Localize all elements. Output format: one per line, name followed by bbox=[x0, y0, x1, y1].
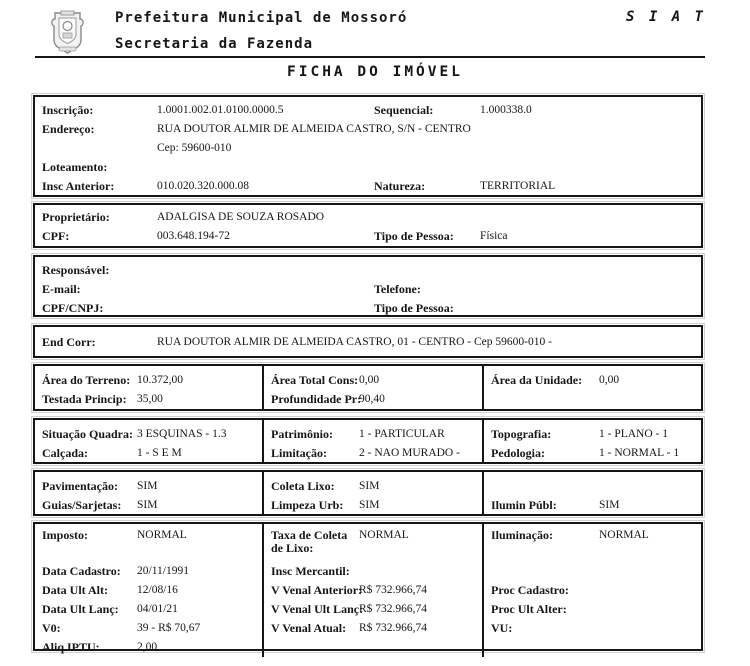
field-row bbox=[264, 562, 482, 581]
field-row bbox=[35, 444, 262, 463]
area-terreno-label: Área do Terreno: bbox=[42, 373, 131, 387]
responsavel-label: Responsável: bbox=[42, 263, 110, 277]
proc-cadastro-value bbox=[599, 581, 701, 600]
calcada-value: 1 - S E M bbox=[137, 447, 182, 459]
calcada-label: Calçada: bbox=[42, 446, 88, 460]
taxes-col-2 bbox=[262, 524, 482, 657]
v-venal-atual-value: R$ 732.966,74 bbox=[359, 622, 428, 634]
limpeza-value: SIM bbox=[359, 499, 380, 511]
field-row bbox=[35, 638, 262, 657]
field-row bbox=[35, 208, 701, 227]
vu-label: VU: bbox=[491, 621, 513, 635]
area-total-label: Área Total Cons: bbox=[271, 373, 359, 387]
field-row bbox=[35, 477, 262, 496]
field-row bbox=[35, 177, 701, 196]
situacao-value: 3 ESQUINAS - 1.3 bbox=[137, 428, 227, 440]
field-row bbox=[35, 227, 701, 246]
patrimonio-label: Patrimônio: bbox=[271, 427, 333, 441]
field-row bbox=[264, 425, 482, 444]
blank-row bbox=[484, 477, 701, 496]
limitacao-value: 2 - NAO MURADO - bbox=[359, 447, 460, 459]
v-venal-ult-lanc-label: V Venal Ult Lanç: bbox=[271, 602, 364, 616]
v0-value: 39 - R$ 70,67 bbox=[137, 622, 201, 634]
data-cadastro-value: 20/11/1991 bbox=[137, 565, 189, 577]
coleta-label: Coleta Lixo: bbox=[271, 479, 335, 493]
field-row bbox=[35, 529, 262, 556]
field-row bbox=[35, 101, 701, 120]
endereco-value: RUA DOUTOR ALMIR DE ALMEIDA CASTRO, S/N - CENTRO bbox=[157, 123, 471, 135]
patrimonio-value: 1 - PARTICULAR bbox=[359, 428, 445, 440]
characteristics-section bbox=[33, 418, 703, 464]
field-row bbox=[264, 600, 482, 619]
areas-col-2 bbox=[262, 366, 482, 409]
data-ult-lanc-value: 04/01/21 bbox=[137, 603, 178, 615]
field-row bbox=[35, 158, 701, 177]
field-row bbox=[264, 390, 482, 409]
insc-anterior-label: Insc Anterior: bbox=[42, 179, 115, 193]
field-row bbox=[35, 280, 701, 299]
profundidade-value: 90,40 bbox=[359, 393, 385, 405]
field-row bbox=[35, 619, 262, 638]
characteristics-col-2 bbox=[262, 420, 482, 463]
email-value bbox=[157, 280, 374, 299]
services-col-2 bbox=[262, 472, 482, 515]
email-label: E-mail: bbox=[42, 282, 81, 296]
coat-of-arms-icon bbox=[49, 9, 86, 54]
field-row bbox=[35, 333, 701, 352]
field-row bbox=[264, 371, 482, 390]
tipo-pessoa-resp-label: Tipo de Pessoa: bbox=[374, 301, 454, 315]
cpf-value: 003.648.194-72 bbox=[157, 230, 230, 242]
data-ult-alt-value: 12/08/16 bbox=[137, 584, 178, 596]
iluminacao-label: Iluminação: bbox=[491, 528, 554, 542]
field-row bbox=[484, 619, 701, 638]
pedologia-label: Pedologia: bbox=[491, 446, 545, 460]
v-venal-anterior-label: V Venal Anterior: bbox=[271, 583, 363, 597]
areas-col-1 bbox=[35, 366, 262, 409]
field-row bbox=[35, 581, 262, 600]
blank-row bbox=[484, 562, 701, 581]
field-row bbox=[264, 477, 482, 496]
characteristics-col-1 bbox=[35, 420, 262, 463]
ilumin-publ-value: SIM bbox=[599, 499, 620, 511]
topografia-label: Topografia: bbox=[491, 427, 552, 441]
field-row bbox=[264, 444, 482, 463]
sequencial-value: 1.000338.0 bbox=[480, 104, 532, 116]
header-divider bbox=[35, 56, 705, 58]
data-ult-lanc-label: Data Ult Lanç: bbox=[42, 602, 119, 616]
area-terreno-value: 10.372,00 bbox=[137, 374, 183, 386]
field-row bbox=[264, 529, 482, 556]
area-unidade-label: Área da Unidade: bbox=[491, 373, 583, 387]
correspondence-section bbox=[33, 325, 703, 358]
field-row bbox=[484, 600, 701, 619]
proprietario-value: ADALGISA DE SOUZA ROSADO bbox=[157, 211, 325, 223]
area-total-value: 0,00 bbox=[359, 374, 380, 386]
field-row bbox=[35, 496, 262, 515]
topografia-value: 1 - PLANO - 1 bbox=[599, 428, 668, 440]
v-venal-atual-label: V Venal Atual: bbox=[271, 621, 347, 635]
sequencial-label: Sequencial: bbox=[374, 103, 434, 117]
loteamento-value bbox=[157, 158, 701, 177]
guias-label: Guias/Sarjetas: bbox=[42, 498, 122, 512]
telefone-value bbox=[480, 280, 701, 299]
testada-label: Testada Princip: bbox=[42, 392, 127, 406]
cep-spacer bbox=[42, 139, 157, 158]
field-row bbox=[35, 371, 262, 390]
imposto-label: Imposto: bbox=[42, 528, 89, 542]
field-row bbox=[484, 581, 701, 600]
situacao-label: Situação Quadra: bbox=[42, 427, 134, 441]
characteristics-col-3 bbox=[482, 420, 701, 463]
ilumin-publ-label: Ilumin Públ: bbox=[491, 498, 557, 512]
owner-section bbox=[33, 203, 703, 248]
aliq-iptu-label: Aliq IPTU: bbox=[42, 640, 100, 654]
field-row bbox=[35, 562, 262, 581]
insc-anterior-value: 010.020.320.000.08 bbox=[157, 180, 249, 192]
proc-ult-alter-value bbox=[599, 600, 701, 619]
services-section bbox=[33, 470, 703, 516]
taxes-col-3 bbox=[482, 524, 701, 657]
insc-mercantil-value bbox=[359, 562, 482, 581]
identification-section bbox=[33, 95, 703, 197]
services-col-1 bbox=[35, 472, 262, 515]
tipo-pessoa-value: Física bbox=[480, 230, 508, 242]
testada-value: 35,00 bbox=[137, 393, 163, 405]
areas-col-3 bbox=[482, 366, 701, 409]
telefone-label: Telefone: bbox=[374, 282, 421, 296]
field-row bbox=[35, 120, 701, 139]
inscricao-label: Inscrição: bbox=[42, 103, 94, 117]
services-col-3 bbox=[482, 472, 701, 515]
proc-ult-alter-label: Proc Ult Alter: bbox=[491, 602, 567, 616]
org-department: Secretaria da Fazenda bbox=[115, 36, 314, 52]
v-venal-anterior-value: R$ 732.966,74 bbox=[359, 584, 428, 596]
field-row bbox=[484, 371, 701, 390]
limpeza-label: Limpeza Urb: bbox=[271, 498, 344, 512]
field-row bbox=[35, 425, 262, 444]
cpf-cnpj-value bbox=[157, 299, 374, 318]
field-row bbox=[35, 299, 701, 318]
iluminacao-value: NORMAL bbox=[599, 529, 649, 541]
v0-label: V0: bbox=[42, 621, 61, 635]
system-name: S I A T bbox=[625, 9, 706, 25]
inscricao-value: 1.0001.002.01.0100.0000.5 bbox=[157, 104, 284, 116]
taxa-coleta-label: Taxa de Coleta de Lixo: bbox=[271, 528, 348, 555]
vu-value bbox=[599, 619, 701, 638]
responsible-section bbox=[33, 255, 703, 317]
taxa-coleta-value: NORMAL bbox=[359, 529, 409, 541]
org-name: Prefeitura Municipal de Mossoró bbox=[115, 10, 408, 26]
data-cadastro-label: Data Cadastro: bbox=[42, 564, 121, 578]
area-unidade-value: 0,00 bbox=[599, 374, 620, 386]
loteamento-label: Loteamento: bbox=[42, 160, 108, 174]
field-row bbox=[35, 600, 262, 619]
pavimentacao-value: SIM bbox=[137, 480, 158, 492]
cep-value: Cep: 59600-010 bbox=[157, 142, 232, 154]
field-row bbox=[35, 139, 701, 158]
field-row bbox=[484, 496, 701, 515]
responsavel-value bbox=[157, 261, 701, 280]
natureza-value: TERRITORIAL bbox=[480, 180, 556, 192]
pavimentacao-label: Pavimentação: bbox=[42, 479, 118, 493]
aliq-iptu-value: 2,00 bbox=[137, 641, 158, 653]
pedologia-value: 1 - NORMAL - 1 bbox=[599, 447, 680, 459]
data-ult-alt-label: Data Ult Alt: bbox=[42, 583, 108, 597]
page-title: FICHA DO IMÓVEL bbox=[287, 64, 463, 80]
field-row bbox=[484, 529, 701, 556]
field-row bbox=[484, 425, 701, 444]
taxes-section bbox=[33, 522, 703, 654]
v-venal-ult-lanc-value: R$ 732.966,74 bbox=[359, 603, 428, 615]
imposto-value: NORMAL bbox=[137, 529, 187, 541]
endereco-label: Endereço: bbox=[42, 122, 95, 136]
areas-section bbox=[33, 364, 703, 411]
natureza-label: Natureza: bbox=[374, 179, 426, 193]
cpf-cnpj-label: CPF/CNPJ: bbox=[42, 301, 104, 315]
insc-mercantil-label: Insc Mercantil: bbox=[271, 564, 350, 578]
field-row bbox=[264, 619, 482, 638]
cpf-label: CPF: bbox=[42, 229, 70, 243]
guias-value: SIM bbox=[137, 499, 158, 511]
field-row bbox=[484, 444, 701, 463]
field-row bbox=[35, 261, 701, 280]
tipo-pessoa-label: Tipo de Pessoa: bbox=[374, 229, 454, 243]
proprietario-label: Proprietário: bbox=[42, 210, 110, 224]
field-row bbox=[264, 496, 482, 515]
proc-cadastro-label: Proc Cadastro: bbox=[491, 583, 569, 597]
coleta-value: SIM bbox=[359, 480, 380, 492]
tipo-pessoa-resp-value bbox=[480, 299, 701, 318]
limitacao-label: Limitação: bbox=[271, 446, 327, 460]
end-corr-label: End Corr: bbox=[42, 335, 96, 349]
field-row bbox=[264, 581, 482, 600]
end-corr-value: RUA DOUTOR ALMIR DE ALMEIDA CASTRO, 01 - CENTRO - Cep 59600-010 - bbox=[157, 336, 552, 348]
taxes-col-1 bbox=[35, 524, 262, 657]
field-row bbox=[35, 390, 262, 409]
profundidade-label: Profundidade Pr: bbox=[271, 392, 362, 406]
